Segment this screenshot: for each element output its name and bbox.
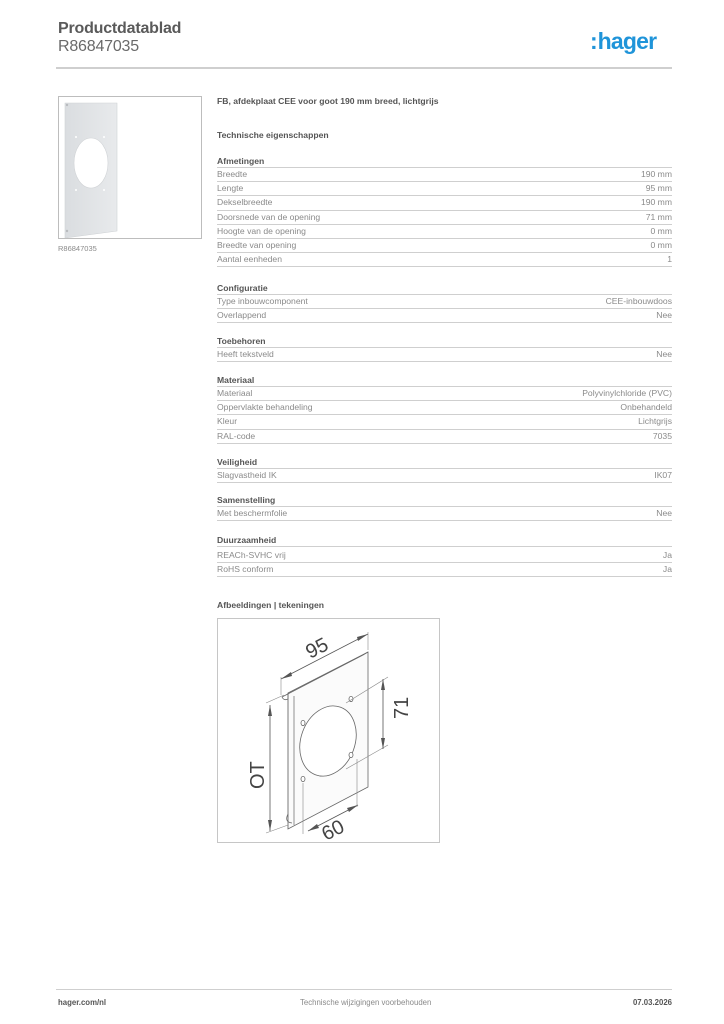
table-row [217, 225, 672, 239]
section-materiaal [217, 374, 672, 444]
row-label: Kleur [217, 416, 238, 427]
row-value: Lichtgrijs [638, 416, 672, 427]
row-label: Met beschermfolie [217, 508, 288, 518]
row-value: Ja [662, 550, 672, 560]
table-row [217, 430, 672, 444]
row-label: Doorsnede van de opening [217, 211, 321, 222]
row-value: Onbehandeld [620, 402, 672, 413]
row-value: Nee [656, 508, 672, 518]
section-samenstelling [217, 494, 672, 521]
table-row [217, 549, 672, 563]
row-value: 0 mm [650, 239, 672, 250]
product-image [58, 96, 202, 239]
footer-disclaimer: Technische wijzigingen voorbehouden [300, 998, 432, 1007]
table-row [217, 239, 672, 253]
table-row [217, 507, 672, 521]
row-label: Overlappend [217, 310, 267, 321]
row-label: Materiaal [217, 388, 253, 398]
row-value: 190 mm [640, 197, 672, 208]
table-row [217, 415, 672, 429]
row-label: Breedte van opening [217, 239, 297, 250]
row-label: Aantal eenheden [217, 254, 282, 265]
hager-logo [590, 28, 656, 55]
table-row [217, 387, 672, 401]
dimension-drawing-icon [218, 619, 439, 842]
section-veiligheid [217, 456, 672, 483]
row-value: 190 mm [640, 169, 672, 179]
row-label: Hoogte van de opening [217, 225, 306, 236]
dim-hole-spacing-label: 60 [318, 815, 349, 842]
cover-plate-photo-icon [59, 97, 201, 238]
section-toebehoren [217, 335, 672, 362]
logo-colon-icon: : [590, 28, 598, 54]
row-value: Ja [662, 564, 672, 575]
table-row [217, 309, 672, 323]
images-title: Afbeeldingen | tekeningen [217, 600, 324, 610]
footer-website-link[interactable]: hager.com/nl [58, 998, 107, 1007]
table-row [217, 469, 672, 483]
article-number: R86847035 [58, 38, 139, 55]
row-value: CEE-inbouwdoos [605, 296, 672, 306]
row-value: 95 mm [645, 183, 672, 194]
table-row [217, 168, 672, 182]
row-value: 7035 [652, 430, 672, 441]
footer-divider [56, 989, 672, 990]
row-value: 0 mm [650, 225, 672, 236]
table-row [217, 348, 672, 362]
dim-height-label: OT [247, 761, 269, 789]
section-title: Configuratie [217, 282, 672, 295]
row-label: Slagvastheid IK [217, 470, 277, 480]
row-label: Dekselbreedte [217, 197, 273, 208]
row-label: Breedte [217, 169, 248, 179]
dim-width-label: 95 [302, 633, 333, 664]
row-label: Type inbouwcomponent [217, 296, 308, 306]
section-duurzaamheid [217, 534, 672, 577]
product-image-caption: R86847035 [58, 244, 97, 253]
row-value: Nee [656, 349, 672, 359]
table-row [217, 563, 672, 577]
section-title: Toebehoren [217, 335, 672, 348]
section-title: Samenstelling [217, 494, 672, 507]
section-configuratie [217, 282, 672, 323]
row-value: Polyvinylchloride (PVC) [582, 388, 672, 398]
page-title: Productdatablad [58, 20, 182, 37]
row-label: RoHS conform [217, 564, 274, 575]
row-label: Lengte [217, 183, 244, 194]
table-row [217, 253, 672, 267]
table-row [217, 401, 672, 415]
section-title: Materiaal [217, 374, 672, 387]
row-value: Nee [656, 310, 672, 321]
logo-text: hager [597, 28, 657, 54]
header-divider [56, 67, 672, 69]
table-row [217, 211, 672, 225]
row-label: Oppervlakte behandeling [217, 402, 313, 413]
table-row [217, 295, 672, 309]
section-title: Duurzaamheid [217, 534, 672, 547]
technical-properties-title: Technische eigenschappen [217, 130, 329, 140]
row-label: REACh-SVHC vrij [217, 550, 286, 560]
footer-date: 07.03.2026 [632, 998, 672, 1007]
dim-opening-label: 71 [391, 696, 413, 719]
section-afmetingen [217, 155, 672, 267]
row-label: Heeft tekstveld [217, 349, 274, 359]
row-value: 1 [667, 254, 672, 265]
row-value: IK07 [654, 470, 672, 480]
row-value: 71 mm [645, 211, 672, 222]
row-label: RAL-code [217, 430, 256, 441]
product-description: FB, afdekplaat CEE voor goot 190 mm breed, lichtgrijs [217, 96, 439, 106]
section-title: Afmetingen [217, 155, 672, 168]
technical-drawing [217, 618, 440, 843]
table-row [217, 196, 672, 210]
section-title: Veiligheid [217, 456, 672, 469]
table-row [217, 182, 672, 196]
